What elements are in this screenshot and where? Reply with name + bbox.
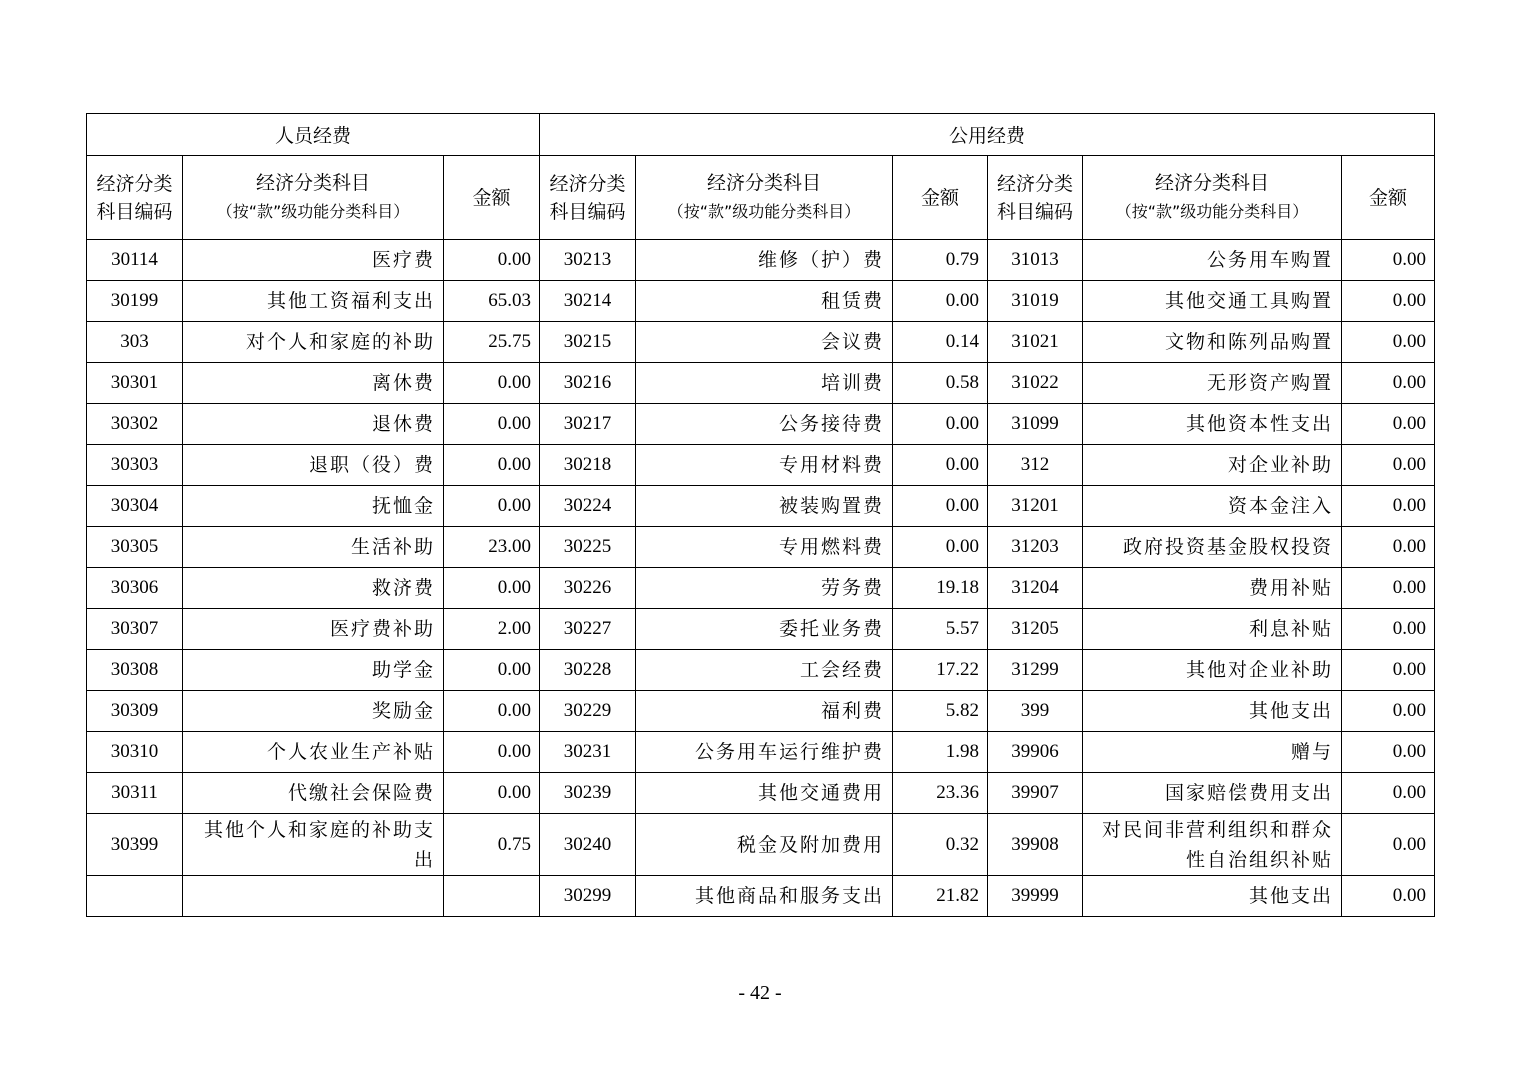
- name-cell: 对个人和家庭的补助: [183, 322, 444, 363]
- name-cell: 会议费: [636, 322, 893, 363]
- amount-cell: 0.00: [1342, 404, 1435, 445]
- name-cell: 其他交通工具购置: [1083, 281, 1342, 322]
- group-header-row: [87, 114, 1435, 156]
- code-cell: 30225: [540, 527, 636, 568]
- code-cell: 39906: [988, 732, 1083, 773]
- amount-cell: 0.00: [444, 486, 540, 527]
- code-cell: 31013: [988, 240, 1083, 281]
- header-name: 经济分类科目 （按“款”级功能分类科目）: [183, 156, 444, 240]
- amount-cell: 0.00: [893, 527, 988, 568]
- name-cell: 维修（护）费: [636, 240, 893, 281]
- name-cell: 培训费: [636, 363, 893, 404]
- table-row: [87, 404, 1435, 445]
- code-cell: 31203: [988, 527, 1083, 568]
- code-cell: 30213: [540, 240, 636, 281]
- name-cell: 政府投资基金股权投资: [1083, 527, 1342, 568]
- code-cell: 30214: [540, 281, 636, 322]
- header-amount: 金额: [893, 156, 988, 240]
- name-cell: 其他资本性支出: [1083, 404, 1342, 445]
- code-cell: 30303: [87, 445, 183, 486]
- amount-cell: 0.58: [893, 363, 988, 404]
- name-cell: 专用材料费: [636, 445, 893, 486]
- table-row: [87, 609, 1435, 650]
- code-cell: 31201: [988, 486, 1083, 527]
- amount-cell: 21.82: [893, 876, 988, 917]
- table-row: [87, 322, 1435, 363]
- header-code: 经济分类 科目编码: [87, 156, 183, 240]
- name-cell: 个人农业生产补贴: [183, 732, 444, 773]
- amount-cell: 0.00: [1342, 486, 1435, 527]
- page-number: - 42 -: [738, 982, 782, 1004]
- code-cell: 30311: [87, 773, 183, 814]
- code-cell: 30309: [87, 691, 183, 732]
- code-cell: 30310: [87, 732, 183, 773]
- name-cell: 奖励金: [183, 691, 444, 732]
- name-cell: 专用燃料费: [636, 527, 893, 568]
- name-cell: 利息补贴: [1083, 609, 1342, 650]
- table-row: [87, 814, 1435, 876]
- table-row: [87, 691, 1435, 732]
- amount-cell: 0.00: [1342, 281, 1435, 322]
- code-cell: 30114: [87, 240, 183, 281]
- code-cell: 30307: [87, 609, 183, 650]
- name-cell: [183, 876, 444, 917]
- name-cell: 抚恤金: [183, 486, 444, 527]
- code-cell: 399: [988, 691, 1083, 732]
- name-cell: 福利费: [636, 691, 893, 732]
- code-cell: 30302: [87, 404, 183, 445]
- header-name: 经济分类科目 （按“款”级功能分类科目）: [1083, 156, 1342, 240]
- header-name: 经济分类科目 （按“款”级功能分类科目）: [636, 156, 893, 240]
- name-cell: 对企业补助: [1083, 445, 1342, 486]
- table-row: [87, 281, 1435, 322]
- code-cell: 31019: [988, 281, 1083, 322]
- expenditure-table: [86, 113, 1435, 917]
- code-cell: 30227: [540, 609, 636, 650]
- amount-cell: 0.00: [444, 773, 540, 814]
- name-cell: 退休费: [183, 404, 444, 445]
- name-cell: 公务用车运行维护费: [636, 732, 893, 773]
- table-row: [87, 240, 1435, 281]
- table-row: [87, 486, 1435, 527]
- name-cell: 租赁费: [636, 281, 893, 322]
- amount-cell: 0.00: [1342, 609, 1435, 650]
- amount-cell: 0.00: [1342, 322, 1435, 363]
- code-cell: 30299: [540, 876, 636, 917]
- code-cell: 312: [988, 445, 1083, 486]
- table-row: [87, 876, 1435, 917]
- amount-cell: 0.00: [1342, 691, 1435, 732]
- amount-cell: 0.00: [1342, 363, 1435, 404]
- code-cell: 30224: [540, 486, 636, 527]
- amount-cell: 0.00: [444, 568, 540, 609]
- name-cell: 资本金注入: [1083, 486, 1342, 527]
- amount-cell: 23.00: [444, 527, 540, 568]
- name-cell: 劳务费: [636, 568, 893, 609]
- amount-cell: 0.00: [444, 691, 540, 732]
- name-cell: 费用补贴: [1083, 568, 1342, 609]
- header-code: 经济分类 科目编码: [540, 156, 636, 240]
- amount-cell: 23.36: [893, 773, 988, 814]
- name-cell: 税金及附加费用: [636, 814, 893, 876]
- code-cell: 30229: [540, 691, 636, 732]
- code-cell: 39908: [988, 814, 1083, 876]
- code-cell: 30306: [87, 568, 183, 609]
- name-cell: 医疗费: [183, 240, 444, 281]
- amount-cell: 0.00: [893, 404, 988, 445]
- amount-cell: 5.82: [893, 691, 988, 732]
- amount-cell: 0.75: [444, 814, 540, 876]
- amount-cell: 25.75: [444, 322, 540, 363]
- name-cell: 其他支出: [1083, 691, 1342, 732]
- name-cell: 助学金: [183, 650, 444, 691]
- code-cell: 30215: [540, 322, 636, 363]
- name-cell: 生活补助: [183, 527, 444, 568]
- amount-cell: 0.00: [444, 445, 540, 486]
- code-cell: 30199: [87, 281, 183, 322]
- name-cell: 其他个人和家庭的补助支出: [183, 814, 444, 876]
- name-cell: 无形资产购置: [1083, 363, 1342, 404]
- amount-cell: 0.00: [1342, 568, 1435, 609]
- table-body: [87, 240, 1435, 917]
- table-row: [87, 732, 1435, 773]
- code-cell: 30228: [540, 650, 636, 691]
- name-cell: 退职（役）费: [183, 445, 444, 486]
- header-code: 经济分类 科目编码: [988, 156, 1083, 240]
- code-cell: 30301: [87, 363, 183, 404]
- code-cell: 303: [87, 322, 183, 363]
- amount-cell: 65.03: [444, 281, 540, 322]
- code-cell: 31099: [988, 404, 1083, 445]
- code-cell: 30216: [540, 363, 636, 404]
- name-cell: 医疗费补助: [183, 609, 444, 650]
- amount-cell: 0.14: [893, 322, 988, 363]
- table-row: [87, 363, 1435, 404]
- code-cell: 30217: [540, 404, 636, 445]
- name-cell: 其他工资福利支出: [183, 281, 444, 322]
- amount-cell: 1.98: [893, 732, 988, 773]
- name-cell: 其他支出: [1083, 876, 1342, 917]
- name-cell: 其他交通费用: [636, 773, 893, 814]
- column-header-row: [87, 156, 1435, 240]
- amount-cell: 0.00: [1342, 773, 1435, 814]
- code-cell: 30399: [87, 814, 183, 876]
- code-cell: 30305: [87, 527, 183, 568]
- code-cell: 30240: [540, 814, 636, 876]
- table-row: [87, 568, 1435, 609]
- name-cell: 对民间非营利组织和群众性自治组织补贴: [1083, 814, 1342, 876]
- name-cell: 委托业务费: [636, 609, 893, 650]
- amount-cell: 0.00: [1342, 732, 1435, 773]
- amount-cell: 0.00: [444, 240, 540, 281]
- amount-cell: [444, 876, 540, 917]
- header-amount: 金额: [444, 156, 540, 240]
- amount-cell: 0.79: [893, 240, 988, 281]
- name-cell: 国家赔偿费用支出: [1083, 773, 1342, 814]
- name-cell: 工会经费: [636, 650, 893, 691]
- name-cell: 其他对企业补助: [1083, 650, 1342, 691]
- amount-cell: 0.00: [1342, 814, 1435, 876]
- code-cell: [87, 876, 183, 917]
- table-row: [87, 650, 1435, 691]
- code-cell: 39907: [988, 773, 1083, 814]
- name-cell: 代缴社会保险费: [183, 773, 444, 814]
- code-cell: 31204: [988, 568, 1083, 609]
- amount-cell: 0.00: [1342, 876, 1435, 917]
- amount-cell: 17.22: [893, 650, 988, 691]
- table-row: [87, 445, 1435, 486]
- code-cell: 31205: [988, 609, 1083, 650]
- header-amount: 金额: [1342, 156, 1435, 240]
- name-cell: 被装购置费: [636, 486, 893, 527]
- name-cell: 救济费: [183, 568, 444, 609]
- name-cell: 赠与: [1083, 732, 1342, 773]
- amount-cell: 0.00: [444, 404, 540, 445]
- amount-cell: 0.00: [1342, 650, 1435, 691]
- code-cell: 30218: [540, 445, 636, 486]
- group-public: 公用经费: [540, 114, 1435, 156]
- name-cell: 离休费: [183, 363, 444, 404]
- amount-cell: 5.57: [893, 609, 988, 650]
- amount-cell: 0.00: [444, 732, 540, 773]
- code-cell: 30226: [540, 568, 636, 609]
- amount-cell: 0.00: [893, 486, 988, 527]
- code-cell: 39999: [988, 876, 1083, 917]
- amount-cell: 0.00: [1342, 527, 1435, 568]
- amount-cell: 0.32: [893, 814, 988, 876]
- code-cell: 30308: [87, 650, 183, 691]
- amount-cell: 19.18: [893, 568, 988, 609]
- name-cell: 文物和陈列品购置: [1083, 322, 1342, 363]
- amount-cell: 0.00: [444, 363, 540, 404]
- code-cell: 30231: [540, 732, 636, 773]
- amount-cell: 0.00: [444, 650, 540, 691]
- name-cell: 其他商品和服务支出: [636, 876, 893, 917]
- name-cell: 公务用车购置: [1083, 240, 1342, 281]
- table-row: [87, 773, 1435, 814]
- code-cell: 31021: [988, 322, 1083, 363]
- code-cell: 31299: [988, 650, 1083, 691]
- amount-cell: 0.00: [893, 281, 988, 322]
- amount-cell: 0.00: [1342, 445, 1435, 486]
- amount-cell: 2.00: [444, 609, 540, 650]
- amount-cell: 0.00: [1342, 240, 1435, 281]
- group-personnel: 人员经费: [87, 114, 540, 156]
- table-row: [87, 527, 1435, 568]
- code-cell: 30304: [87, 486, 183, 527]
- code-cell: 30239: [540, 773, 636, 814]
- amount-cell: 0.00: [893, 445, 988, 486]
- name-cell: 公务接待费: [636, 404, 893, 445]
- code-cell: 31022: [988, 363, 1083, 404]
